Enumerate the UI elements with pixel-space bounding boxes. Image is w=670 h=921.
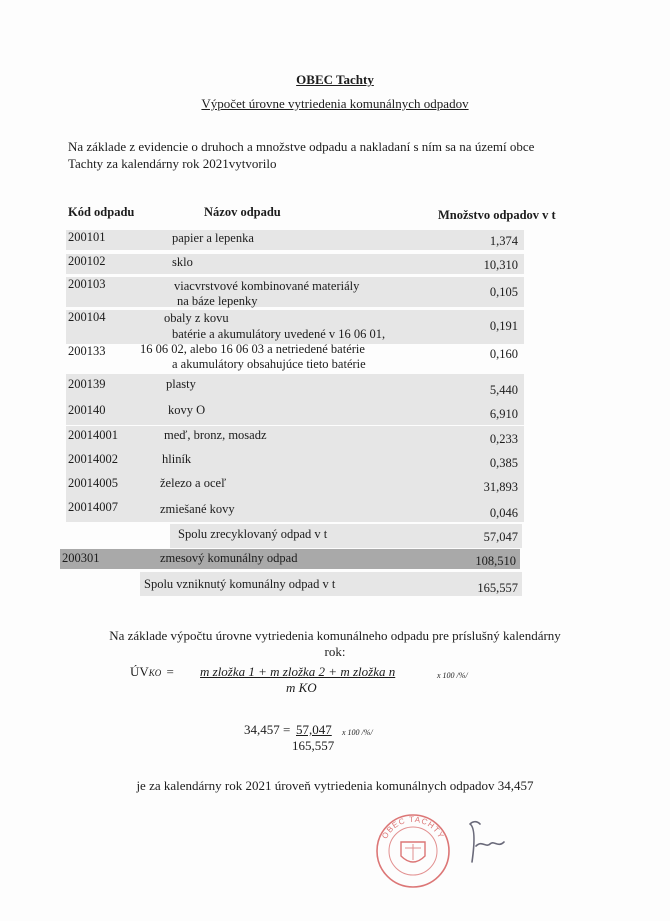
- row-code: 200103: [68, 277, 106, 291]
- svg-text:OBEC TACHTY: OBEC TACHTY: [380, 814, 446, 841]
- table-row: [66, 277, 524, 307]
- row-qty: 31,893: [483, 480, 518, 494]
- calc-factor: x 100 /%/: [342, 728, 373, 737]
- row-qty: 0,160: [489, 347, 518, 361]
- row-name-line: viacvrstvové kombinované materiály: [174, 279, 360, 293]
- row-name: [140, 327, 385, 372]
- col-header-qty: Množstvo odpadov v t: [438, 208, 556, 222]
- row-code: 200101: [68, 230, 106, 244]
- row-code: 20014007: [68, 500, 118, 514]
- row-name-line: na báze lepenky: [177, 294, 258, 308]
- row-code: 20014002: [68, 452, 118, 466]
- row-code: 200102: [68, 254, 106, 268]
- grand-total-label: Spolu vzniknutý komunálny odpad v t: [144, 577, 336, 591]
- intro-line-2: Tachty za kalendárny rok 2021vytvorilo: [68, 156, 277, 171]
- row-code: 200140: [68, 403, 106, 417]
- row-qty: 5,440: [489, 383, 518, 397]
- formula-lhs-symbol: ÚV: [130, 664, 149, 679]
- row-code: 200133: [68, 344, 106, 358]
- row-qty: 1,374: [489, 234, 518, 248]
- table-row: [66, 474, 524, 498]
- row-qty: 10,310: [483, 258, 518, 272]
- table-row: [66, 450, 524, 474]
- calc-denominator: 165,557: [292, 738, 335, 753]
- row-name: kovy O: [168, 403, 206, 417]
- table-row: [66, 327, 524, 377]
- formula-lhs: [130, 664, 174, 680]
- row-qty: 0,191: [489, 319, 518, 333]
- row-name: meď, bronz, mosadz: [164, 428, 267, 442]
- formula-denominator: m KO: [286, 680, 317, 695]
- page-subtitle: Výpočet úrovne vytriedenia komunálnych odpadov: [201, 96, 469, 111]
- intro-line-1: Na základe z evidencie o druhoch a množstve odpadu a nakladaní s ním sa na území obce: [68, 139, 535, 154]
- table-row: [66, 401, 524, 425]
- formula-intro-line-1: Na základe výpočtu úrovne vytriedenia komunálneho odpadu pre príslušný kalendárny: [109, 628, 561, 643]
- conclusion-text: je za kalendárny rok 2021 úroveň vytriedenia komunálnych odpadov 34,457: [136, 778, 534, 793]
- formula-numerator: m zložka 1 + m zložka 2 + m zložka n: [200, 664, 396, 679]
- row-name-line: 16 06 02, alebo 16 06 03 a netriedené batérie: [140, 342, 365, 356]
- page-title: OBEC Tachty: [296, 72, 374, 87]
- row-code: 20014005: [68, 476, 118, 490]
- row-code: 200139: [68, 377, 106, 391]
- row-code: 200104: [68, 310, 106, 324]
- row-name: hliník: [162, 452, 192, 466]
- row-name: [174, 279, 359, 309]
- municipal-stamp: [374, 812, 452, 890]
- col-header-code: Kód odpadu: [68, 205, 135, 219]
- mixed-waste-row: [60, 549, 520, 569]
- recycled-total-qty: 57,047: [483, 530, 518, 544]
- mixed-waste-label: zmesový komunálny odpad: [160, 551, 298, 565]
- calc-numerator: 57,047: [296, 722, 332, 737]
- table-row: [66, 230, 524, 250]
- row-qty: 0,105: [489, 285, 518, 299]
- row-name: papier a lepenka: [172, 231, 254, 245]
- row-code: 20014001: [68, 428, 118, 442]
- recycled-total-label: Spolu zrecyklovaný odpad v t: [178, 527, 328, 541]
- intro-text: [68, 138, 588, 172]
- row-name: plasty: [166, 377, 196, 391]
- table-row: [66, 498, 524, 522]
- row-qty: 0,385: [489, 456, 518, 470]
- table-row: [66, 426, 524, 450]
- row-qty: 0,046: [489, 506, 518, 520]
- row-name: železo a oceľ: [160, 476, 227, 490]
- formula-intro-line-2: rok:: [324, 644, 346, 659]
- signature: [462, 818, 512, 868]
- formula-factor: x 100 /%/: [437, 671, 468, 680]
- grand-total-row: [140, 572, 522, 596]
- calc-result: 34,457 =: [244, 722, 291, 737]
- mixed-waste-qty: 108,510: [475, 554, 516, 568]
- row-name: sklo: [172, 255, 193, 269]
- row-qty: 0,233: [489, 432, 518, 446]
- recycled-total-row: [170, 524, 522, 548]
- formula-equals: =: [166, 664, 174, 679]
- row-name-line: batérie a akumulátory uvedené v 16 06 01,: [172, 327, 386, 341]
- row-name: zmiešané kovy: [160, 502, 235, 516]
- col-header-name: Názov odpadu: [204, 205, 281, 219]
- row-name: obaly z kovu: [164, 311, 229, 325]
- formula-intro: [60, 628, 610, 660]
- table-row: [66, 254, 524, 274]
- grand-total-qty: 165,557: [477, 581, 518, 595]
- mixed-waste-code: 200301: [62, 551, 100, 565]
- formula-lhs-sub: KO: [148, 668, 162, 678]
- row-qty: 6,910: [489, 407, 518, 421]
- row-name-line: a akumulátory obsahujúce tieto batérie: [172, 357, 366, 371]
- table-row: [66, 374, 524, 402]
